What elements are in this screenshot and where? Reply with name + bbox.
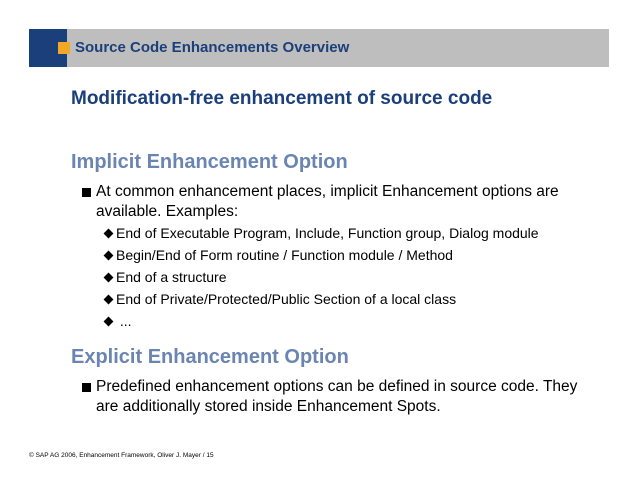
list-item-text: Begin/End of Form routine / Function module / Method bbox=[116, 247, 453, 263]
section-title-implicit: Implicit Enhancement Option bbox=[71, 151, 348, 173]
slide-footer: © SAP AG 2006, Enhancement Framework, Oliver J. Mayer / 15 bbox=[29, 452, 214, 459]
bullet-implicit-text: At common enhancement places, implicit Enhancement options are available. Examples: bbox=[96, 183, 559, 220]
square-bullet-icon bbox=[82, 188, 91, 197]
list-item bbox=[104, 269, 539, 291]
implicit-examples-list bbox=[104, 225, 539, 335]
list-item bbox=[104, 247, 539, 269]
list-item bbox=[104, 313, 539, 335]
diamond-bullet-icon bbox=[104, 317, 114, 327]
bullet-explicit-text: Predefined enhancement options can be defined in source code. They are additionally stored inside Enhancement Spots. bbox=[96, 378, 578, 415]
list-item-text: ... bbox=[116, 313, 132, 329]
diamond-bullet-icon bbox=[104, 251, 114, 261]
diamond-bullet-icon bbox=[104, 295, 114, 305]
list-item-text: End of Private/Protected/Public Section of a local class bbox=[116, 291, 457, 307]
bullet-explicit bbox=[82, 377, 602, 417]
square-bullet-icon bbox=[82, 383, 91, 392]
list-item-text: End of Executable Program, Include, Function group, Dialog module bbox=[116, 225, 539, 241]
slide-title: Source Code Enhancements Overview bbox=[75, 39, 350, 56]
list-item-text: End of a structure bbox=[116, 269, 227, 285]
list-item bbox=[104, 291, 539, 313]
slide-headline: Modification-free enhancement of source code bbox=[71, 88, 493, 109]
list-item bbox=[104, 225, 539, 247]
section-title-explicit: Explicit Enhancement Option bbox=[71, 346, 349, 368]
diamond-bullet-icon bbox=[104, 229, 114, 239]
slide-title-bar bbox=[29, 29, 609, 67]
bullet-implicit bbox=[82, 182, 602, 222]
diamond-bullet-icon bbox=[104, 273, 114, 283]
title-bar-orange-square bbox=[58, 42, 70, 54]
